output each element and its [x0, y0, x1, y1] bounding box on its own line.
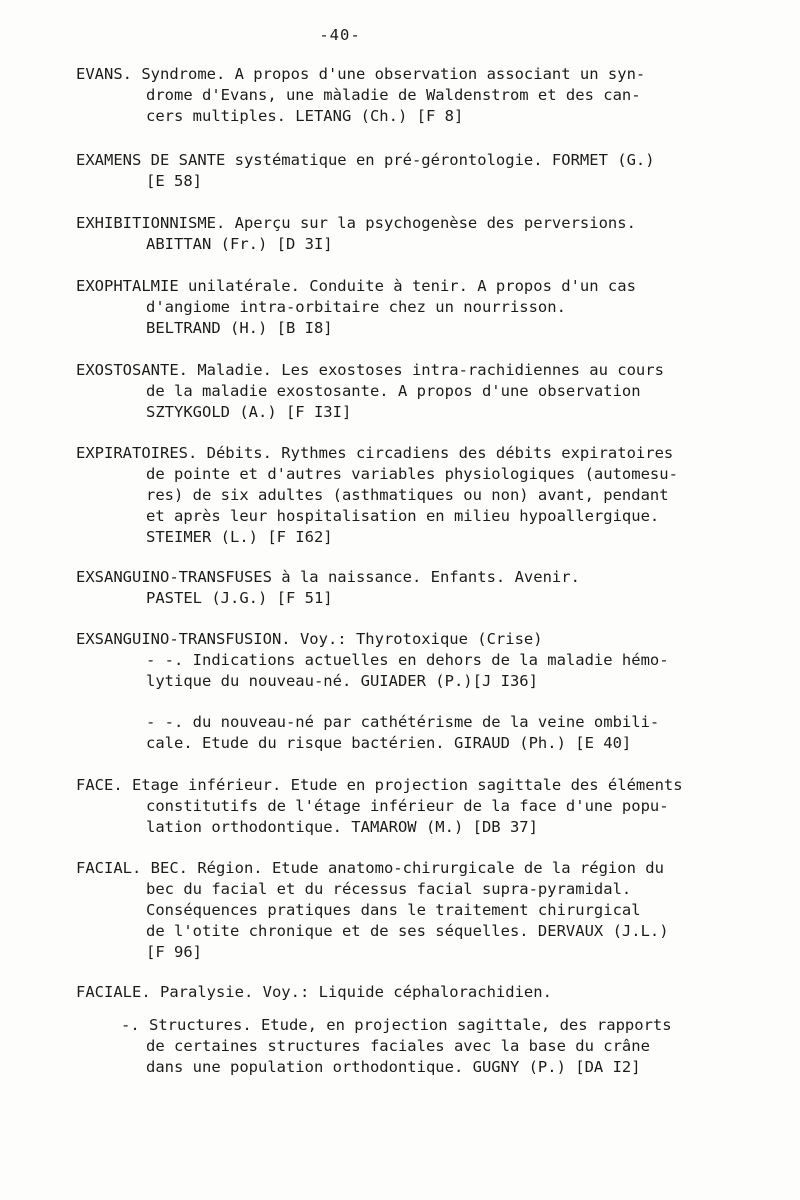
entry-line: EXSANGUINO-TRANSFUSION. Voy.: Thyrotoxique (Crise)	[76, 630, 543, 648]
index-entry-facial	[76, 858, 776, 963]
entry-line: SZTYKGOLD (A.) [F I3I]	[146, 403, 352, 421]
entry-line: [E 58]	[146, 172, 202, 190]
entry-line: BELTRAND (H.) [B I8]	[146, 319, 333, 337]
index-entry-evans	[76, 64, 776, 127]
entry-line: EXSANGUINO-TRANSFUSES à la naissance. Enfants. Avenir.	[76, 568, 580, 586]
entry-line: - -. Indications actuelles en dehors de la maladie hémo-	[146, 651, 669, 669]
index-entry-exsanguino-transfuses	[76, 567, 776, 609]
entry-line: res) de six adultes (asthmatiques ou non) avant, pendant	[146, 486, 669, 504]
entry-line: lation orthodontique. TAMAROW (M.) [DB 37]	[146, 818, 538, 836]
entry-line: constitutifs de l'étage inférieur de la face d'une popu-	[146, 797, 669, 815]
entry-line: EXPIRATOIRES. Débits. Rythmes circadiens des débits expiratoires	[76, 444, 674, 462]
entry-line: de la maladie exostosante. A propos d'une observation	[146, 382, 641, 400]
entry-line: [F 96]	[146, 943, 202, 961]
entry-line: de l'otite chronique et de ses séquelles. DERVAUX (J.L.)	[146, 922, 669, 940]
entry-line: ABITTAN (Fr.) [D 3I]	[146, 235, 333, 253]
entry-line: de certaines structures faciales avec la base du crâne	[146, 1037, 650, 1055]
entry-line: d'angiome intra-orbitaire chez un nourrisson.	[146, 298, 566, 316]
entry-line: FACIALE. Paralysie. Voy.: Liquide céphalorachidien.	[76, 983, 552, 1001]
index-entry-exophtalmie	[76, 276, 776, 339]
index-entry-faciale	[76, 982, 776, 1003]
index-entry-expiratoires	[76, 443, 776, 548]
entry-line: dans une population orthodontique. GUGNY (P.) [DA I2]	[146, 1058, 641, 1076]
entry-line: EXAMENS DE SANTE systématique en pré-gérontologie. FORMET (G.)	[76, 151, 655, 169]
entry-line: EXOPHTALMIE unilatérale. Conduite à tenir. A propos d'un cas	[76, 277, 636, 295]
entry-line: PASTEL (J.G.) [F 51]	[146, 589, 333, 607]
index-entry-examens	[76, 150, 776, 192]
index-subentry-structures	[76, 1015, 776, 1078]
entry-line: lytique du nouveau-né. GUIADER (P.)[J I36]	[146, 672, 538, 690]
entry-line: Conséquences pratiques dans le traitement chirurgical	[146, 901, 641, 919]
index-entry-exostosante	[76, 360, 776, 423]
index-entry-exsanguino-transfusion	[76, 629, 776, 692]
entry-line: et après leur hospitalisation en milieu hypoallergique.	[146, 507, 660, 525]
entry-line: EXOSTOSANTE. Maladie. Les exostoses intra-rachidiennes au cours	[76, 361, 664, 379]
page-number: -40-	[319, 26, 361, 44]
entry-line: drome d'Evans, une màladie de Waldenstrom et des can-	[146, 86, 641, 104]
entry-line: cers multiples. LETANG (Ch.) [F 8]	[146, 107, 464, 125]
index-subentry-nouveau-ne	[76, 712, 776, 754]
index-entry-face	[76, 775, 776, 838]
entry-line: de pointe et d'autres variables physiologiques (automesu-	[146, 465, 678, 483]
entry-line: FACE. Etage inférieur. Etude en projection sagittale des éléments	[76, 776, 683, 794]
entry-line: bec du facial et du récessus facial supra-pyramidal.	[146, 880, 632, 898]
entry-line: - -. du nouveau-né par cathétérisme de la veine ombili-	[146, 713, 660, 731]
entry-line: EXHIBITIONNISME. Aperçu sur la psychogenèse des perversions.	[76, 214, 636, 232]
entry-line: EVANS. Syndrome. A propos d'une observation associant un syn-	[76, 65, 646, 83]
index-entry-exhibitionnisme	[76, 213, 776, 255]
entry-line: -. Structures. Etude, en projection sagittale, des rapports	[121, 1016, 672, 1034]
entry-line: STEIMER (L.) [F I62]	[146, 528, 333, 546]
entry-line: FACIAL. BEC. Région. Etude anatomo-chirurgicale de la région du	[76, 859, 664, 877]
entry-line: cale. Etude du risque bactérien. GIRAUD (Ph.) [E 40]	[146, 734, 632, 752]
